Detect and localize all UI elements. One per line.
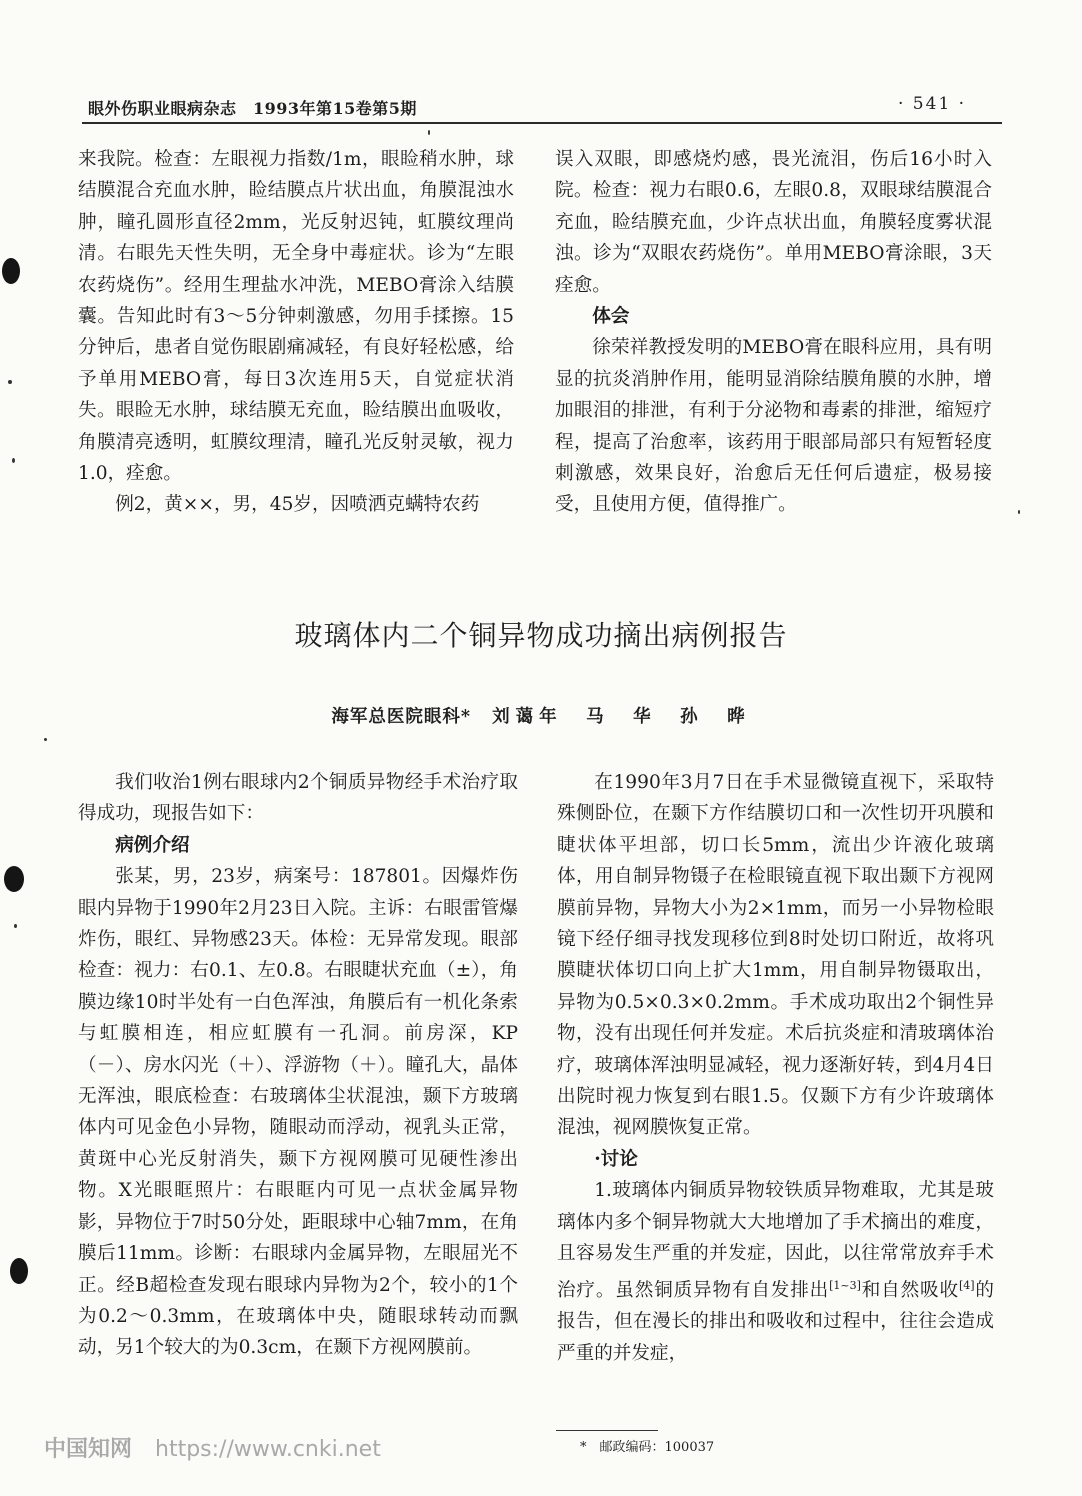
watermark: [44, 1432, 381, 1463]
punch-hole-mark: [2, 258, 20, 284]
body-paragraph: 徐荣祥教授发明的MEBO膏在眼科应用，具有明显的抗炎消肿作用，能明显消除结膜角膜的水肿，增加眼泪的排泄，有利于分泌物和毒素的排泄，缩短疗程，提高了治愈率，该药用于眼部局部只有短暂轻度刺激感，效果良好，治愈后无任何后遗症，极易接受，且使用方便，值得推广。: [555, 337, 992, 516]
body-paragraph: [557, 1175, 994, 1369]
scan-speck: [14, 924, 17, 928]
body-paragraph: 张某，男，23岁，病案号：187801。因爆炸伤眼内异物于1990年2月23日入院。主诉：右眼雷管爆炸伤，眼红、异物感23天。体检：无异常发现。眼部检查：视力：右0.1、左0.8。右眼睫状充血（±），角膜边缘10时半处有一白色浑浊，角膜后有一机化条索与虹膜相连，相应虹膜有一孔洞。前房深，KP（－）、房水闪光（＋）、浮游物（＋）。瞳孔大，晶体无浑浊，眼底检查：右玻璃体尘状混浊，颞下方玻璃体内可见金色小异物，随眼动而浮动，视乳头正常，黄斑中心光反射消失，颞下方视网膜可见硬性渗出物。X光眼眶照片：右眼眶内可见一点状金属异物影，异物位于7时50分处，距眼球中心轴7mm，在角膜后11mm。诊断：右眼球内金属异物，左眼屈光不正。经B超检查发现右眼球内异物为2个，较小的1个为0.2～0.3mm，在玻璃体中央，随眼球转动而飘动，另1个较大的为0.3cm，在颞下方视网膜前。: [78, 866, 518, 1359]
bottom-left-column: [78, 767, 518, 1364]
header-rule: [82, 122, 1002, 124]
body-paragraph: 我们收治1例右眼球内2个铜质异物经手术治疗取得成功，现报告如下：: [78, 772, 518, 825]
affiliation: 海军总医院眼科*: [331, 707, 472, 727]
footnote: * 邮政编码：100037: [580, 1440, 715, 1455]
footnote-rule: [556, 1430, 658, 1431]
punch-hole-mark: [10, 1258, 28, 1284]
watermark-brand: 中国知网: [44, 1437, 133, 1462]
section-heading: ·讨论: [594, 1148, 638, 1170]
paragraph-text: 的报告，但在漫长的排出和吸收和过程中，往往会造成严重的并发症，: [557, 1279, 994, 1364]
article-title: 玻璃体内二个铜异物成功摘出病例报告: [294, 619, 788, 652]
paragraph-text: 和自然吸收: [860, 1279, 959, 1301]
scan-speck: [1018, 510, 1020, 514]
top-left-column: [78, 144, 514, 521]
author-names: 刘蔼年 马 华 孙 晔: [492, 707, 751, 727]
punch-hole-mark: [4, 866, 24, 892]
page-number: · 541 ·: [898, 94, 967, 114]
bottom-right-column: [557, 767, 994, 1369]
top-right-column: [555, 144, 992, 521]
watermark-url: https://www.cnki.net: [155, 1437, 381, 1462]
section-heading: 体会: [592, 306, 630, 328]
scan-speck: [12, 458, 15, 463]
scan-speck: [8, 380, 12, 384]
citation-ref: [4]: [958, 1278, 975, 1292]
body-paragraph: 来我院。检查：左眼视力指数/1m，眼睑稍水肿，球结膜混合充血水肿，睑结膜点片状出血，角膜混浊水肿，瞳孔圆形直径2mm，光反射迟钝，虹膜纹理尚清。右眼先天性失明，无全身中毒症状。诊为“左眼农药烧伤”。经用生理盐水冲洗，MEBO膏涂入结膜囊。告知此时有3～5分钟刺激感，勿用手揉擦。15分钟后，患者自觉伤眼剧痛减轻，有良好轻松感，给予单用MEBO膏，每日3次连用5天，自觉症状消失。眼睑无水肿，球结膜无充血，睑结膜出血吸收，角膜清亮透明，虹膜纹理清，瞳孔光反射灵敏，视力1.0，痊愈。: [78, 149, 514, 485]
section-heading: 病例介绍: [115, 834, 190, 856]
body-paragraph: 例2，黄××，男，45岁，因喷洒克螨特农药: [115, 494, 480, 516]
scan-speck: [428, 130, 430, 135]
citation-ref: [1~3]: [829, 1278, 861, 1292]
scan-speck: [44, 738, 47, 741]
paragraph-text: 1.玻璃体内铜质异物较铁质异物难取，尤其是玻璃体内多个铜异物就大大地增加了手术摘出的难度，且容易发生严重的并发症，因此，以往常常放弃手术治疗。虽然铜质异物有自发排出: [557, 1180, 994, 1301]
body-paragraph: 在1990年3月7日在手术显微镜直视下，采取特殊侧卧位，在颞下方作结膜切口和一次性切开巩膜和睫状体平坦部，切口长5mm，流出少许液化玻璃体，用自制异物镊子在检眼镜直视下取出颞下方视网膜前异物，异物大小为2×1mm，而另一小异物检眼镜下经仔细寻找发现移位到8时处切口附近，故将巩膜睫状体切口向上扩大1mm，用自制异物镊取出，异物为0.5×0.3×0.2mm。手术成功取出2个铜性异物，没有出现任何并发症。术后抗炎症和清玻璃体治疗，玻璃体浑浊明显减轻，视力逐渐好转，到4月4日出院时视力恢复到右眼1.5。仅颞下方有少许玻璃体混浊，视网膜恢复正常。: [557, 772, 994, 1139]
journal-header: 眼外伤职业眼病杂志 1993年第15卷第5期: [88, 99, 417, 118]
body-paragraph: 误入双眼，即感烧灼感，畏光流泪，伤后16小时入院。检查：视力右眼0.6，左眼0.8，双眼球结膜混合充血，睑结膜充血，少许点状出血，角膜轻度雾状混浊。诊为“双眼农药烧伤”。单用MEBO膏涂眼，3天痊愈。: [555, 149, 992, 296]
author-line: [0, 703, 1082, 728]
